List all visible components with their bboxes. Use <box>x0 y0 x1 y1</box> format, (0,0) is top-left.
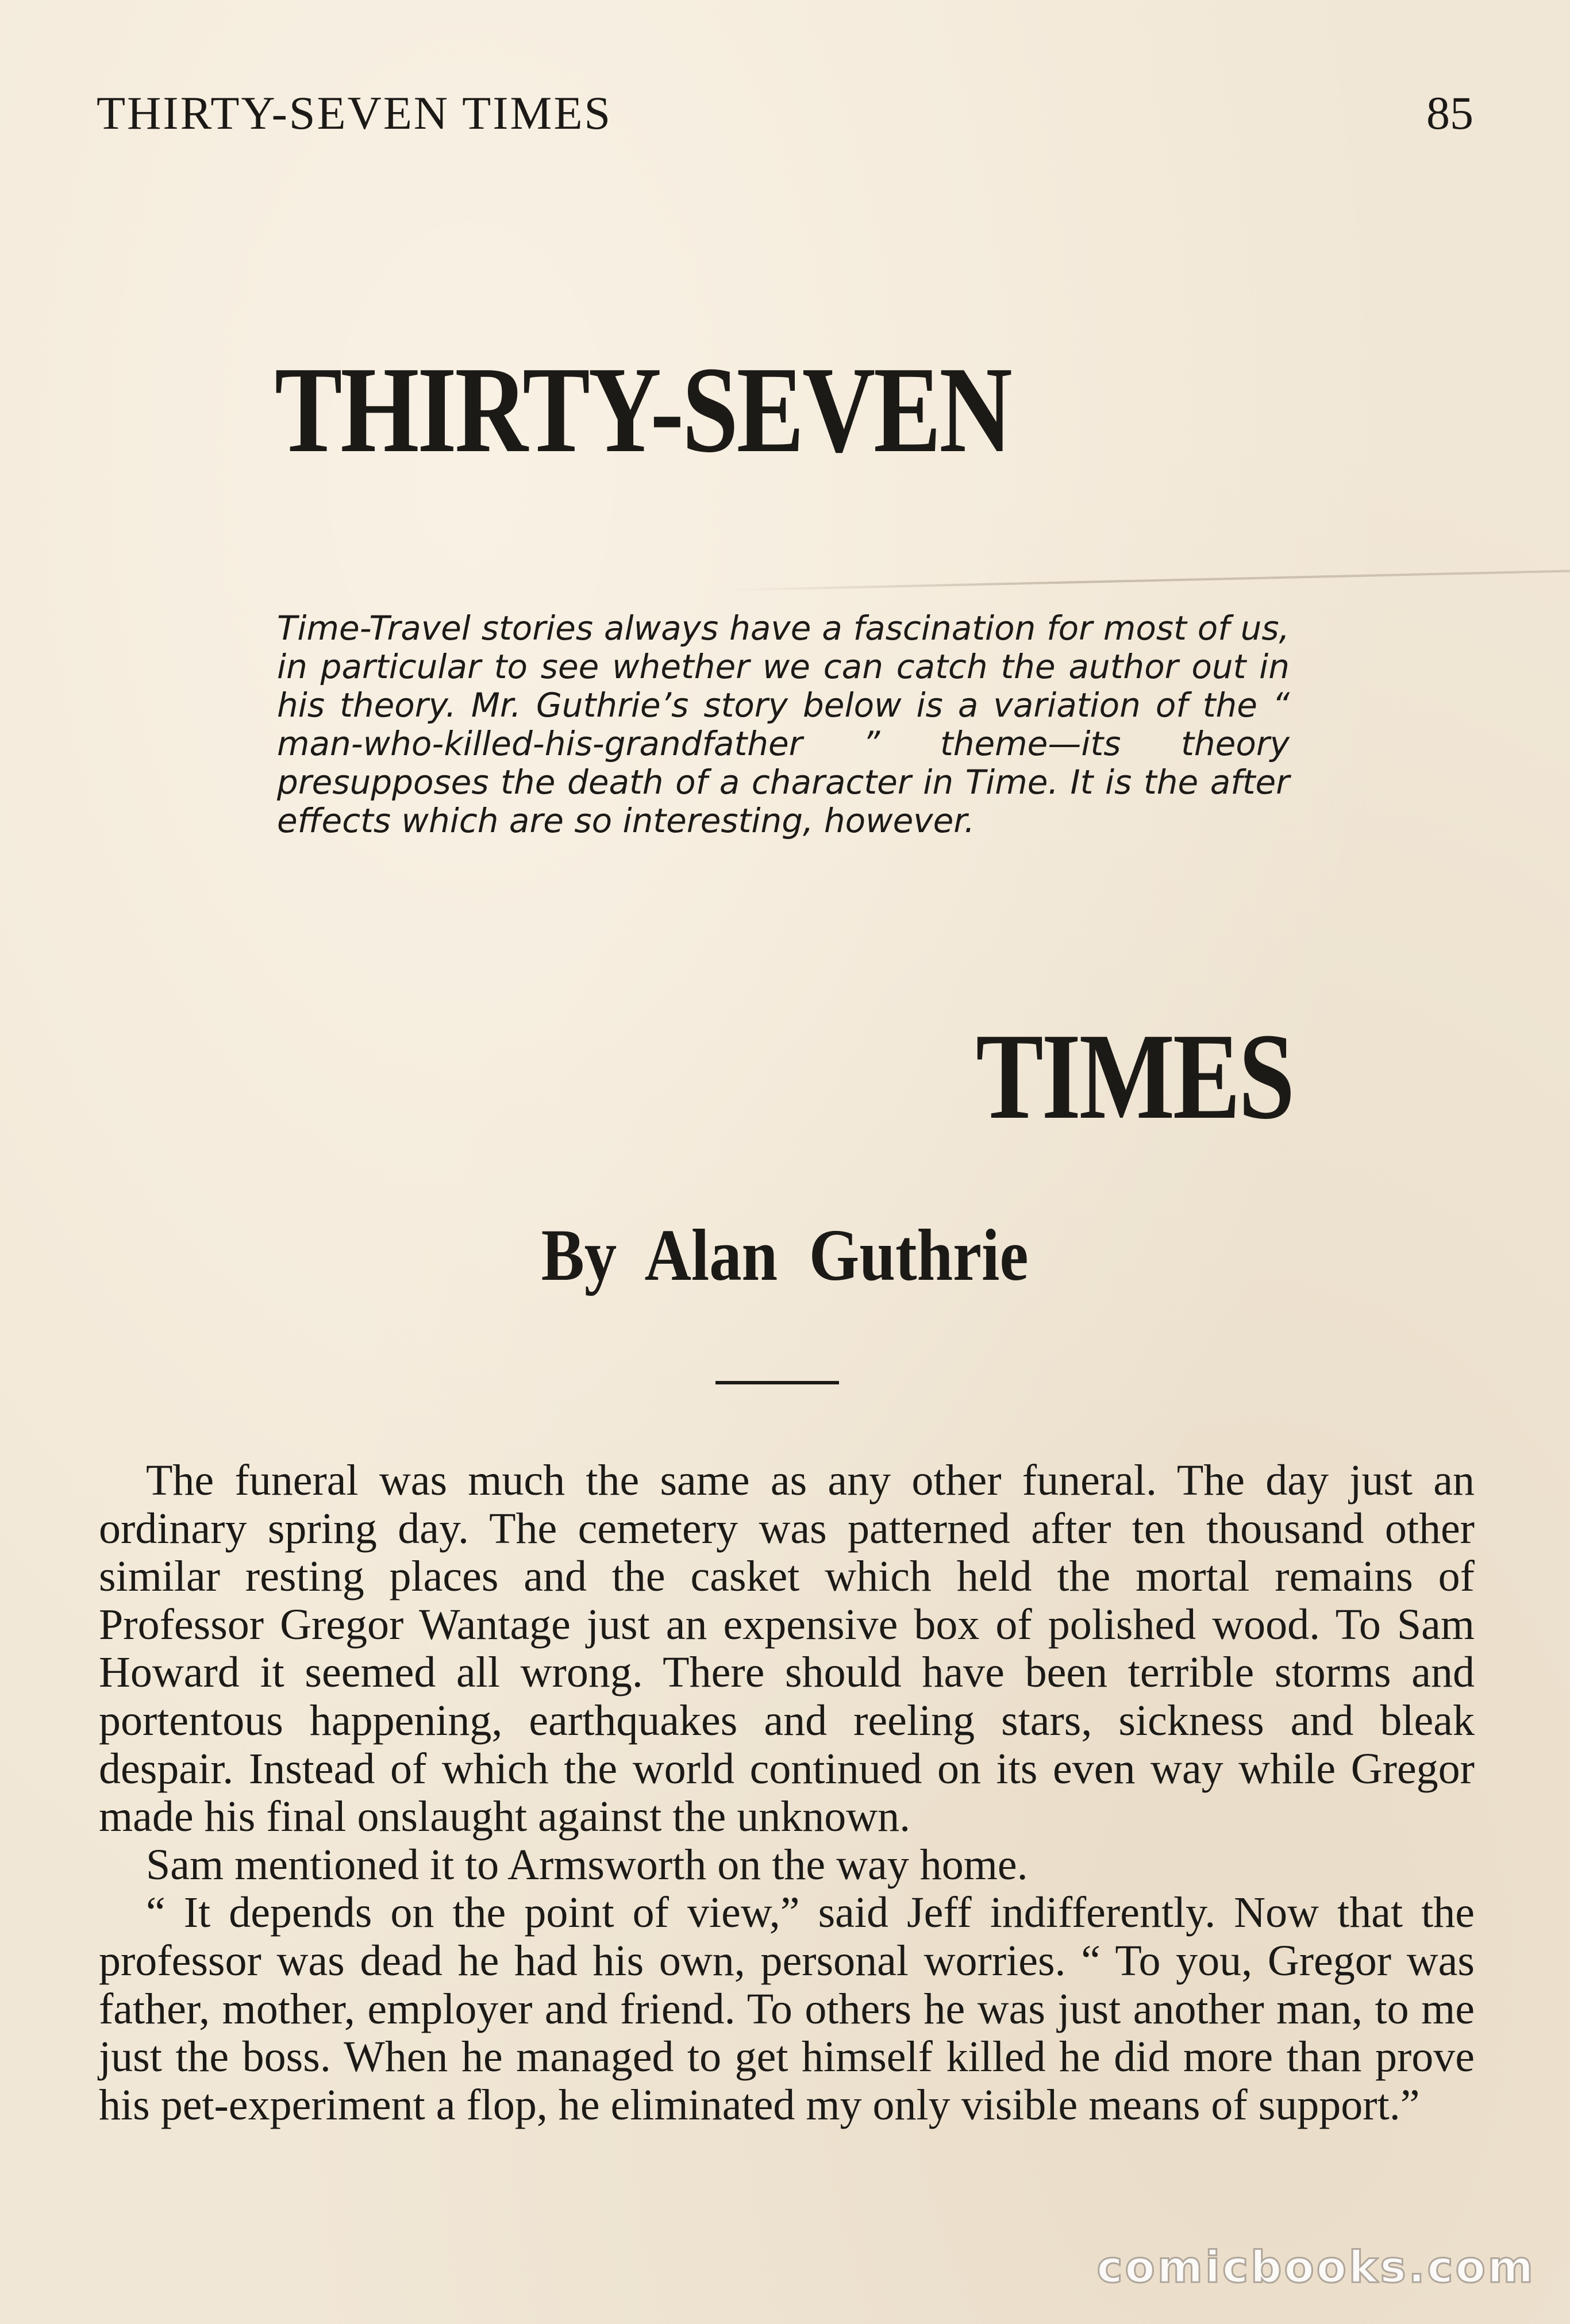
byline <box>0 1214 1570 1296</box>
story-title-line-2: TIMES <box>976 1007 1293 1145</box>
section-divider <box>715 1381 839 1384</box>
body-paragraph-1: The funeral was much the same as any other funeral. The day just an ordinary spring day. The cemetery was patterned after ten thousand other similar resting places and the casket which held the mortal remains of Professor Gregor Wantage just an expensive box of polished wood. To Sam Howard it seemed all wrong. There should have been terrible storms and portentous happening, earthquakes and reeling stars, sickness and bleak despair. Instead of which the world continued on its even way while Gregor made his final onslaught against the unknown. <box>99 1456 1475 1841</box>
watermark: comicbooks.com <box>1096 2241 1536 2292</box>
story-title-line-1: THIRTY-SEVEN <box>275 341 1011 478</box>
page-number: 85 <box>1426 87 1473 139</box>
body-paragraph-3: “ It depends on the point of view,” said Jeff indifferently. Now that the professor was dead he had his own, personal worries. “ To you, Gregor was father, mother, employer and friend. To others he was just another man, to me just the boss. When he managed to get himself killed he did more than prove his pet-experiment a flop, he eliminated my only visible means of support.” <box>99 1888 1475 2129</box>
byline-text: By Alan Guthrie <box>541 1214 1029 1296</box>
body-paragraph-2: Sam mentioned it to Armsworth on the way home. <box>146 1840 1028 1889</box>
editorial-intro: Time-Travel stories always have a fascination for most of us, in particular to see whether we can catch the author out in his theory. Mr. Guthrie’s story below is a variation of the “ man-who-killed-his-grandfather ” theme—its theory presupposes the death of a character in Time. It is the after effects which are so interesting, however. <box>277 609 1290 840</box>
story-body <box>99 1457 1475 2129</box>
running-header-title: THIRTY-SEVEN TIMES <box>97 87 613 139</box>
